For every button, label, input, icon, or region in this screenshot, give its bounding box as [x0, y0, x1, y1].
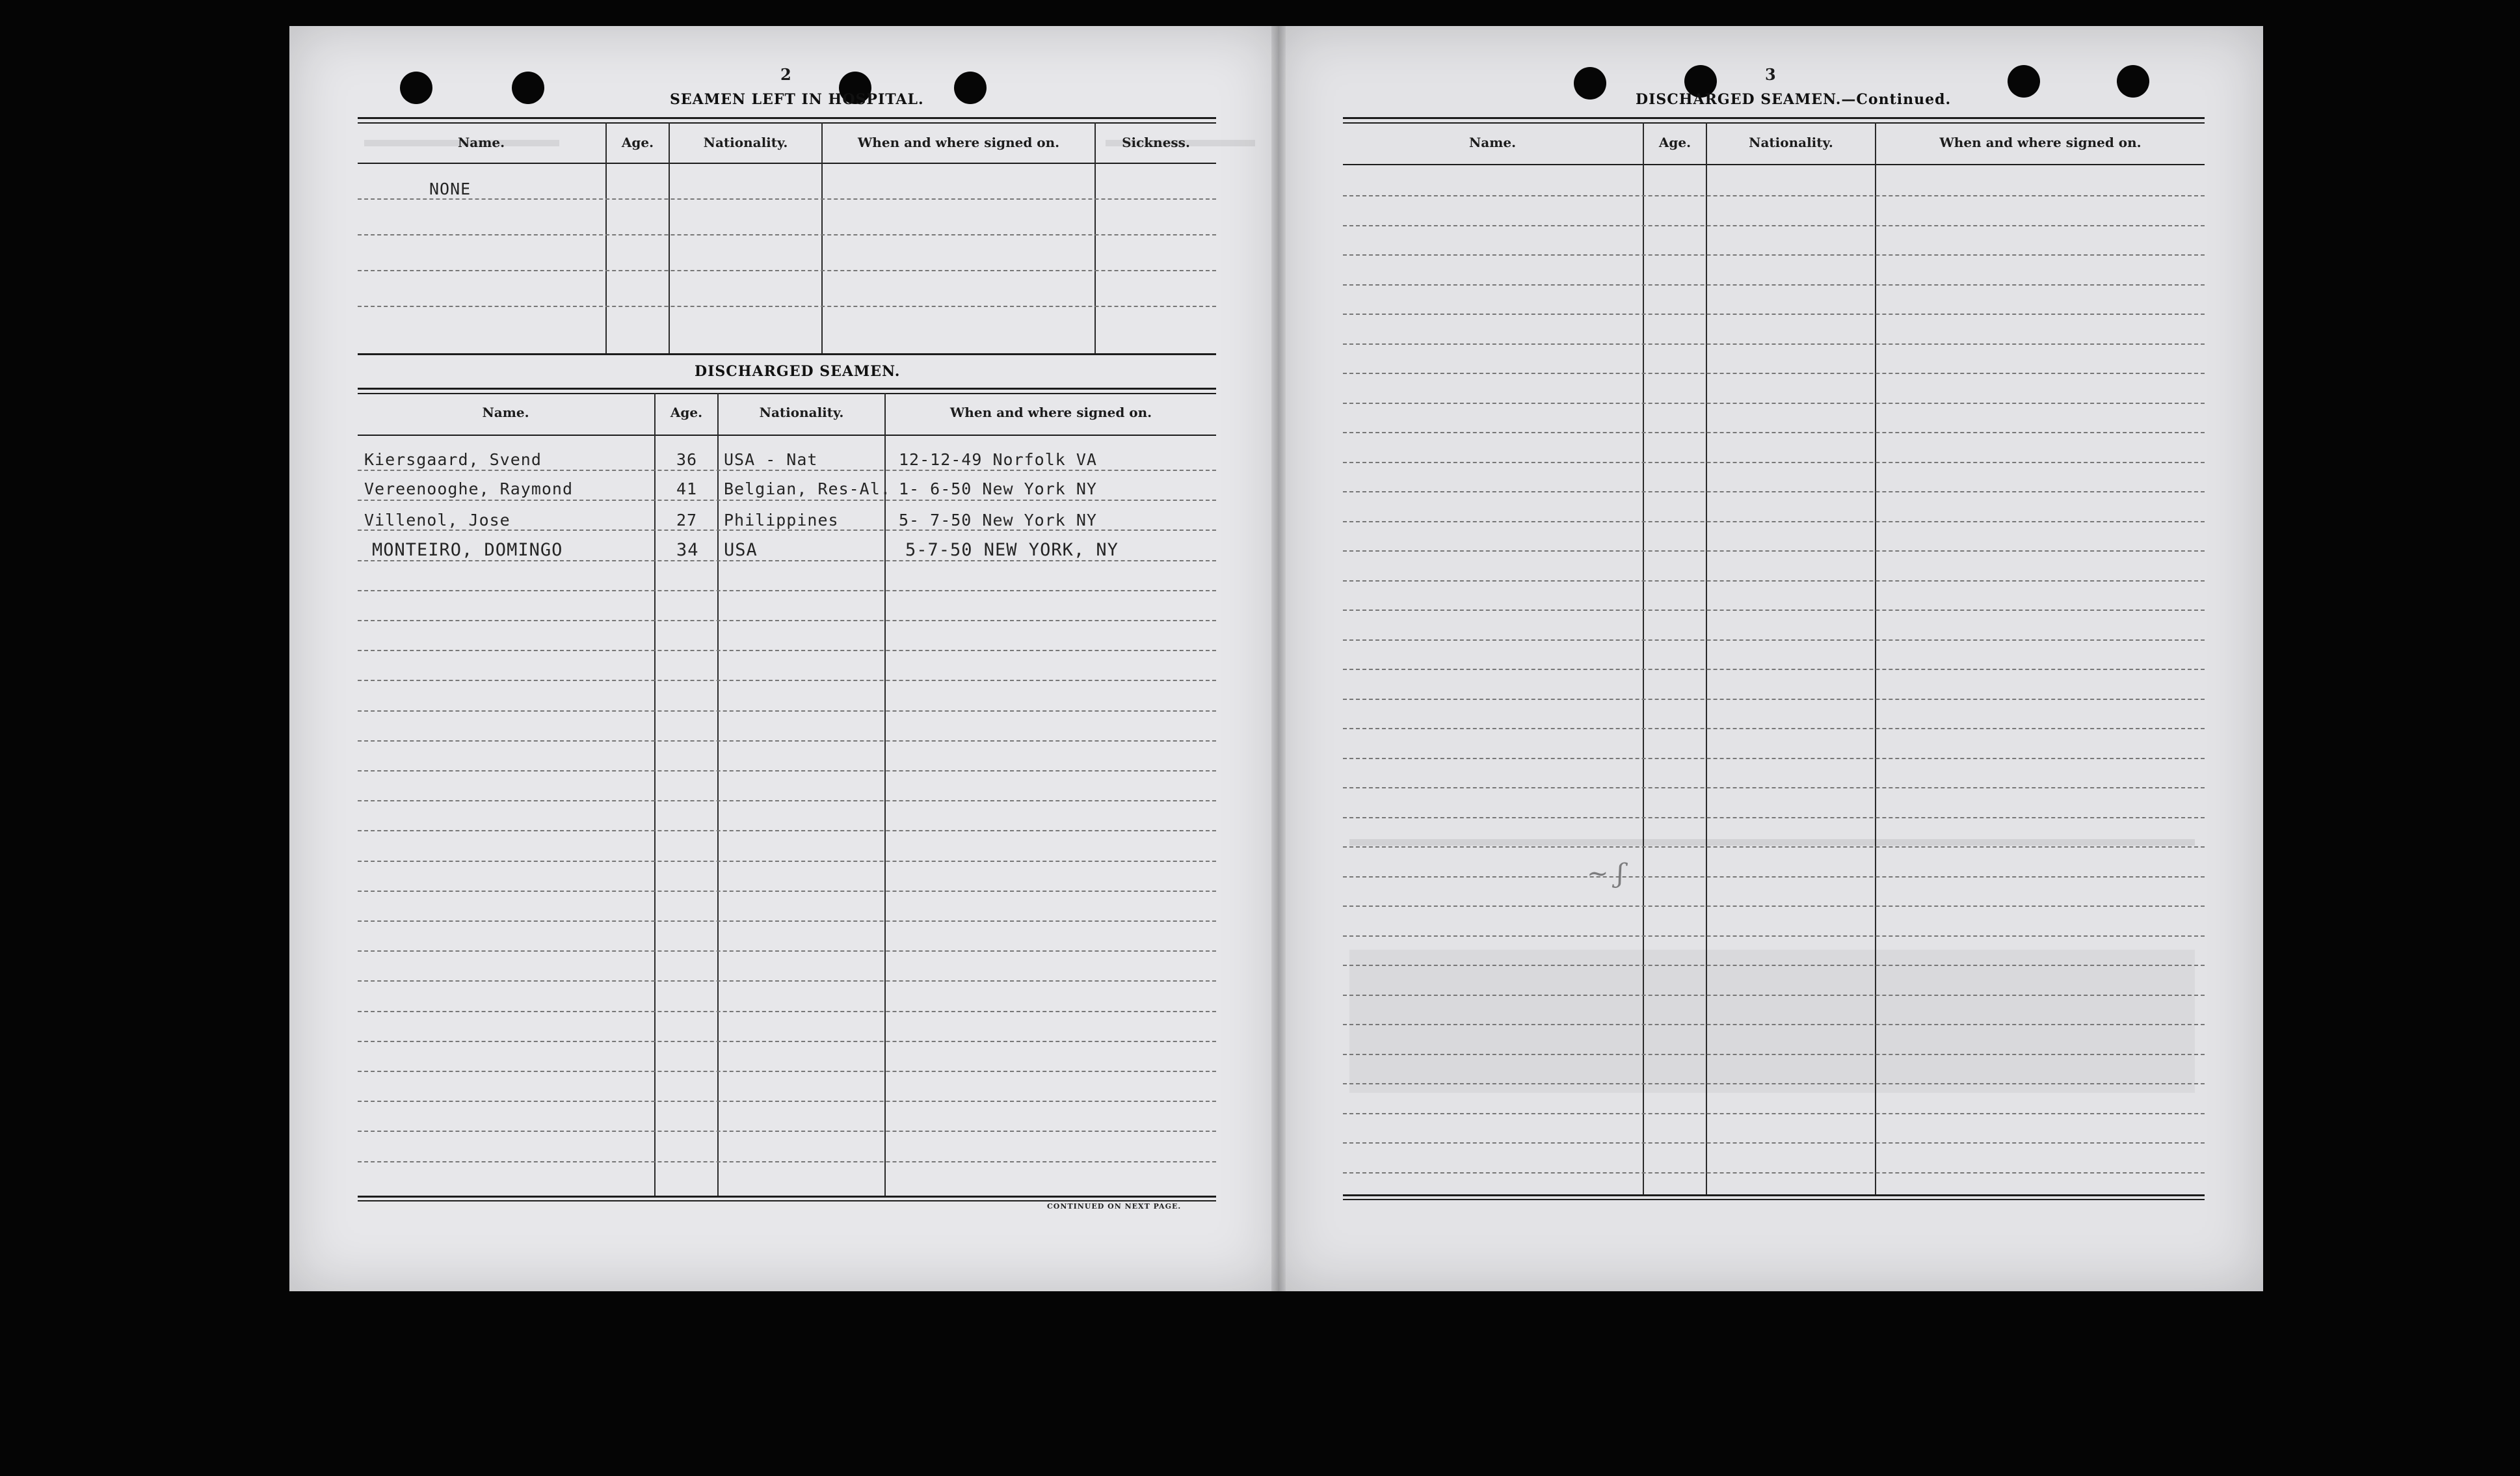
right-page — [1278, 26, 2263, 1291]
table-rule — [358, 163, 1216, 164]
ruled-line — [358, 800, 1216, 801]
ruled-line — [1343, 462, 2205, 463]
ruled-line — [358, 680, 1216, 681]
ruled-line — [358, 470, 1216, 471]
ruled-line — [1343, 965, 2205, 966]
hospital-col-header: Nationality. — [703, 135, 788, 150]
hospital-col-header: When and where signed on. — [857, 135, 1060, 150]
seaman-nationality: Belgian, Res-Al. — [724, 479, 891, 498]
column-divider — [669, 122, 670, 353]
ruled-line — [1343, 669, 2205, 670]
ruled-line — [358, 590, 1216, 591]
continued-col-header: Name. — [1468, 135, 1517, 150]
table-rule — [1343, 122, 2205, 124]
ruled-line — [358, 1101, 1216, 1102]
ruled-line — [1343, 699, 2205, 700]
ruled-line — [1343, 728, 2205, 729]
seaman-age: 41 — [676, 479, 698, 498]
column-divider — [717, 393, 719, 1197]
table-rule — [358, 117, 1216, 119]
continued-col-header: When and where signed on. — [1939, 135, 2142, 150]
ruled-line — [1343, 254, 2205, 256]
page-number: 3 — [1765, 65, 1776, 84]
ruled-line — [358, 270, 1216, 271]
ruled-line — [1343, 1142, 2205, 1144]
page-fold — [1271, 26, 1286, 1291]
ruled-line — [1343, 758, 2205, 759]
ruled-line — [1343, 314, 2205, 315]
table-rule — [1343, 1199, 2205, 1200]
hospital-col-header: Name. — [457, 135, 505, 150]
table-rule — [358, 122, 1216, 124]
seaman-nationality: Philippines — [724, 511, 839, 530]
ruled-line — [1343, 1113, 2205, 1114]
faint-signature: ~ ʃ — [1587, 859, 1625, 889]
ruled-line — [1343, 876, 2205, 878]
ruled-line — [1343, 610, 2205, 611]
ruled-line — [1343, 1083, 2205, 1084]
ruled-line — [1343, 787, 2205, 788]
punch-hole — [2117, 65, 2149, 98]
punch-hole — [512, 72, 544, 104]
seaman-signed-on: 12-12-49 Norfolk VA — [899, 450, 1097, 469]
ruled-line — [358, 861, 1216, 862]
ruled-line — [1343, 284, 2205, 286]
ruled-line — [358, 198, 1216, 200]
column-divider — [654, 393, 656, 1197]
ruled-line — [1343, 550, 2205, 552]
ruled-line — [358, 891, 1216, 892]
seaman-age: 34 — [676, 540, 699, 560]
seaman-nationality: USA - Nat — [724, 450, 818, 469]
continued-col-header: Age. — [1658, 135, 1691, 150]
hospital-section-title: SEAMEN LEFT IN HOSPITAL. — [670, 91, 924, 108]
ruled-line — [358, 1041, 1216, 1042]
ruled-line — [1343, 521, 2205, 522]
ruled-line — [358, 650, 1216, 651]
ruled-line — [358, 530, 1216, 531]
seaman-age: 36 — [676, 450, 698, 469]
punch-hole — [400, 72, 432, 104]
ruled-line — [358, 830, 1216, 831]
seaman-name: MONTEIRO, DOMINGO — [372, 540, 563, 560]
ruled-line — [1343, 1024, 2205, 1025]
ruled-line — [1343, 403, 2205, 404]
table-rule — [358, 435, 1216, 436]
seaman-name: Kiersgaard, Svend — [364, 450, 542, 469]
seaman-name: Vereenooghe, Raymond — [364, 479, 574, 498]
column-divider — [605, 122, 607, 353]
discharged-col-header: When and where signed on. — [949, 405, 1152, 420]
hospital-col-header: Sickness. — [1122, 135, 1190, 150]
ruled-line — [358, 560, 1216, 561]
ruled-line — [358, 920, 1216, 922]
discharged-section-title: DISCHARGED SEAMEN. — [695, 363, 901, 380]
column-divider — [1875, 122, 1876, 1194]
ruled-line — [1343, 995, 2205, 996]
table-rule — [1343, 164, 2205, 165]
seaman-signed-on: 1- 6-50 New York NY — [899, 479, 1097, 498]
table-rule — [1343, 117, 2205, 119]
ruled-line — [1343, 1054, 2205, 1055]
ruled-line — [358, 1071, 1216, 1072]
ruled-line — [1343, 343, 2205, 345]
ruled-line — [358, 234, 1216, 235]
ruled-line — [358, 500, 1216, 501]
table-rule — [358, 388, 1216, 390]
table-rule — [358, 1196, 1216, 1198]
column-divider — [1706, 122, 1707, 1194]
continued-col-header: Nationality. — [1749, 135, 1833, 150]
bleed-through-text — [1349, 950, 2195, 1093]
ruled-line — [1343, 580, 2205, 582]
ruled-line — [1343, 432, 2205, 433]
ruled-line — [1343, 817, 2205, 818]
table-rule — [358, 353, 1216, 355]
seaman-name: Villenol, Jose — [364, 511, 511, 530]
column-divider — [821, 122, 823, 353]
punch-hole — [2008, 65, 2040, 98]
column-divider — [884, 393, 886, 1197]
ruled-line — [358, 620, 1216, 621]
ruled-line — [358, 740, 1216, 742]
discharged-col-header: Nationality. — [759, 405, 844, 420]
ruled-line — [358, 306, 1216, 307]
bleed-through-text — [1349, 839, 2195, 846]
ruled-line — [1343, 935, 2205, 937]
hospital-entry: NONE — [429, 180, 471, 198]
seaman-nationality: USA — [724, 540, 758, 560]
column-divider — [1643, 122, 1644, 1194]
ruled-line — [1343, 491, 2205, 492]
ruled-line — [1343, 846, 2205, 848]
ruled-line — [358, 710, 1216, 712]
discharged-col-header: Name. — [482, 405, 529, 420]
page-number: 2 — [780, 65, 791, 84]
seaman-signed-on: 5-7-50 NEW YORK, NY — [905, 540, 1119, 560]
ruled-line — [358, 1011, 1216, 1012]
ruled-line — [1343, 906, 2205, 907]
ruled-line — [358, 1161, 1216, 1162]
punch-hole — [1574, 67, 1606, 100]
hospital-col-header: Age. — [621, 135, 654, 150]
ruled-line — [1343, 373, 2205, 374]
table-rule — [358, 1200, 1216, 1201]
ruled-line — [1343, 225, 2205, 226]
ruled-line — [358, 770, 1216, 772]
ruled-line — [358, 1131, 1216, 1132]
column-divider — [1094, 122, 1096, 353]
table-rule — [358, 393, 1216, 394]
discharged-col-header: Age. — [670, 405, 703, 420]
seaman-signed-on: 5- 7-50 New York NY — [899, 511, 1097, 530]
continued-note: CONTINUED ON NEXT PAGE. — [1047, 1202, 1182, 1211]
ruled-line — [358, 980, 1216, 982]
punch-hole — [954, 72, 987, 104]
ruled-line — [1343, 639, 2205, 641]
ruled-line — [1343, 195, 2205, 196]
ruled-line — [1343, 1172, 2205, 1174]
table-rule — [1343, 1194, 2205, 1196]
discharged-continued-title: DISCHARGED SEAMEN.—Continued. — [1636, 91, 1952, 108]
seaman-age: 27 — [676, 511, 698, 530]
ruled-line — [358, 950, 1216, 952]
